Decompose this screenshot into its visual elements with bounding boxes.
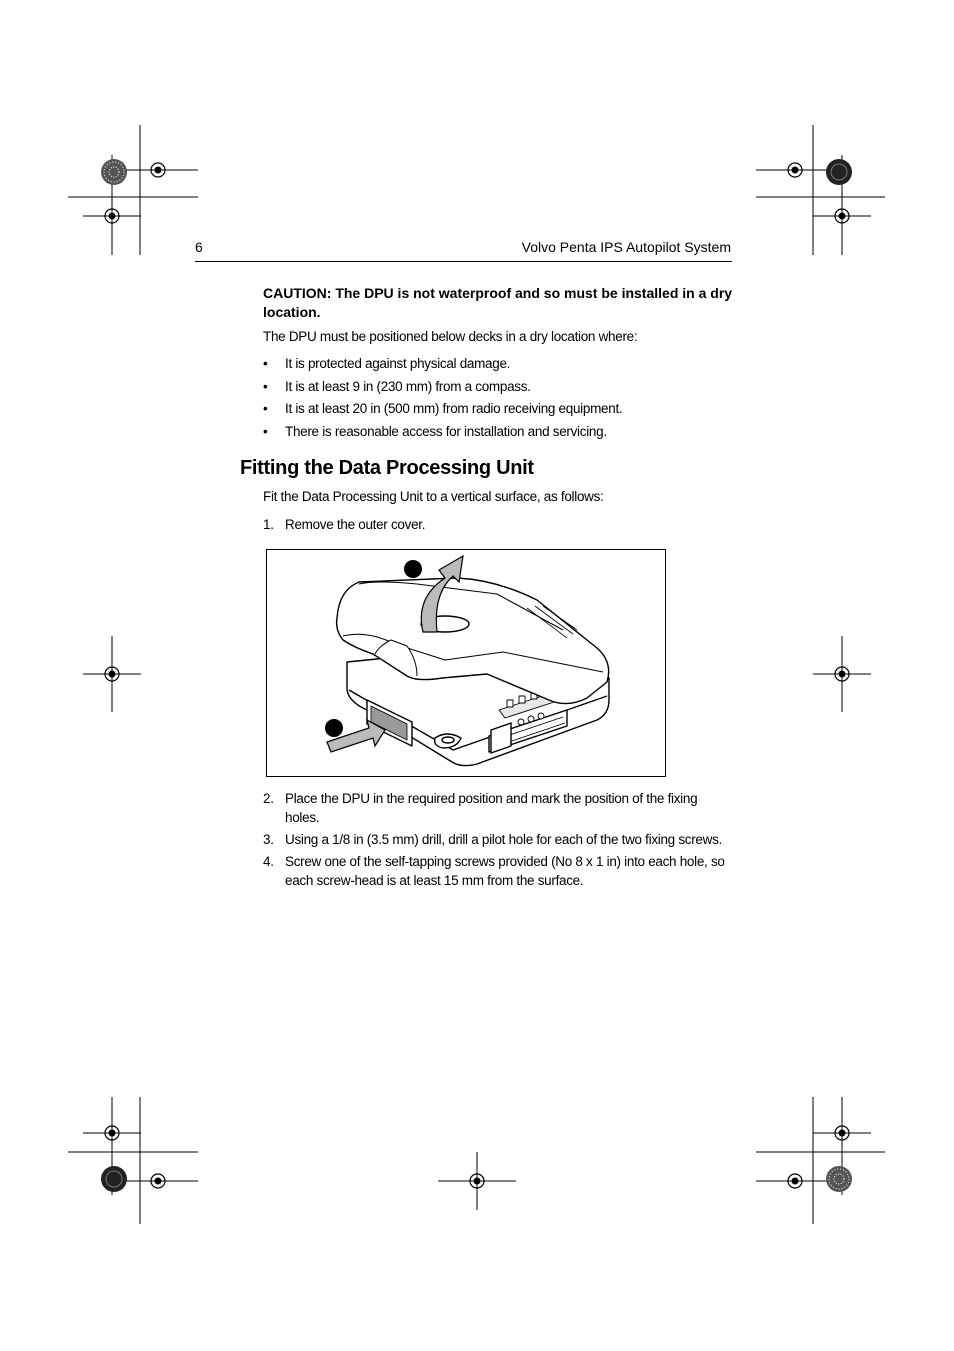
page-number: 6 <box>195 239 203 255</box>
list-item <box>263 377 733 400</box>
step-text: Using a 1/8 in (3.5 mm) drill, drill a pilot hole for each of the two fixing screws. <box>285 832 722 847</box>
fitting-steps-part-2 <box>263 789 733 893</box>
step-item <box>263 852 733 890</box>
bullet-glyph: • <box>263 423 268 439</box>
step-number: 4. <box>263 854 274 869</box>
step-text: Place the DPU in the required position and mark the position of the fixing holes. <box>285 791 698 825</box>
caution-note: CAUTION: The DPU is not waterproof and so must be installed in a dry location. <box>263 285 733 320</box>
bullet-glyph: • <box>263 356 268 371</box>
list-item-text: There is reasonable access for installation and servicing. <box>285 423 607 439</box>
dpu-illustration <box>267 550 665 776</box>
bullet-glyph: • <box>263 378 268 394</box>
step-item <box>263 830 733 849</box>
bullet-glyph: • <box>263 401 268 416</box>
list-item <box>263 354 733 377</box>
running-header-title: Volvo Penta IPS Autopilot System <box>521 239 731 255</box>
dpu-cover-removal-figure <box>266 549 666 777</box>
header-rule <box>195 261 732 262</box>
step-number: 1. <box>263 517 274 532</box>
list-item-text: It is at least 9 in (230 mm) from a compass. <box>285 378 531 394</box>
list-item <box>263 422 733 445</box>
list-item-text: It is protected against physical damage. <box>285 356 511 371</box>
fitting-steps-part-1 <box>263 515 733 537</box>
step-number: 3. <box>263 832 274 847</box>
step-item <box>263 515 733 534</box>
step-item <box>263 789 733 827</box>
section-heading: Fitting the Data Processing Unit <box>240 457 534 479</box>
location-intro: The DPU must be positioned below decks in a dry location where: <box>263 329 638 344</box>
step-text: Remove the outer cover. <box>285 517 426 532</box>
list-item-text: It is at least 20 in (500 mm) from radio receiving equipment. <box>285 401 623 416</box>
step-number: 2. <box>263 791 274 806</box>
step-text: Screw one of the self-tapping screws provided (No 8 x 1 in) into each hole, so each screw-head is at least 15 mm from the surface. <box>285 854 725 888</box>
list-item <box>263 399 733 422</box>
location-requirements-list <box>263 354 733 444</box>
fitting-intro: Fit the Data Processing Unit to a vertical surface, as follows: <box>263 489 604 504</box>
